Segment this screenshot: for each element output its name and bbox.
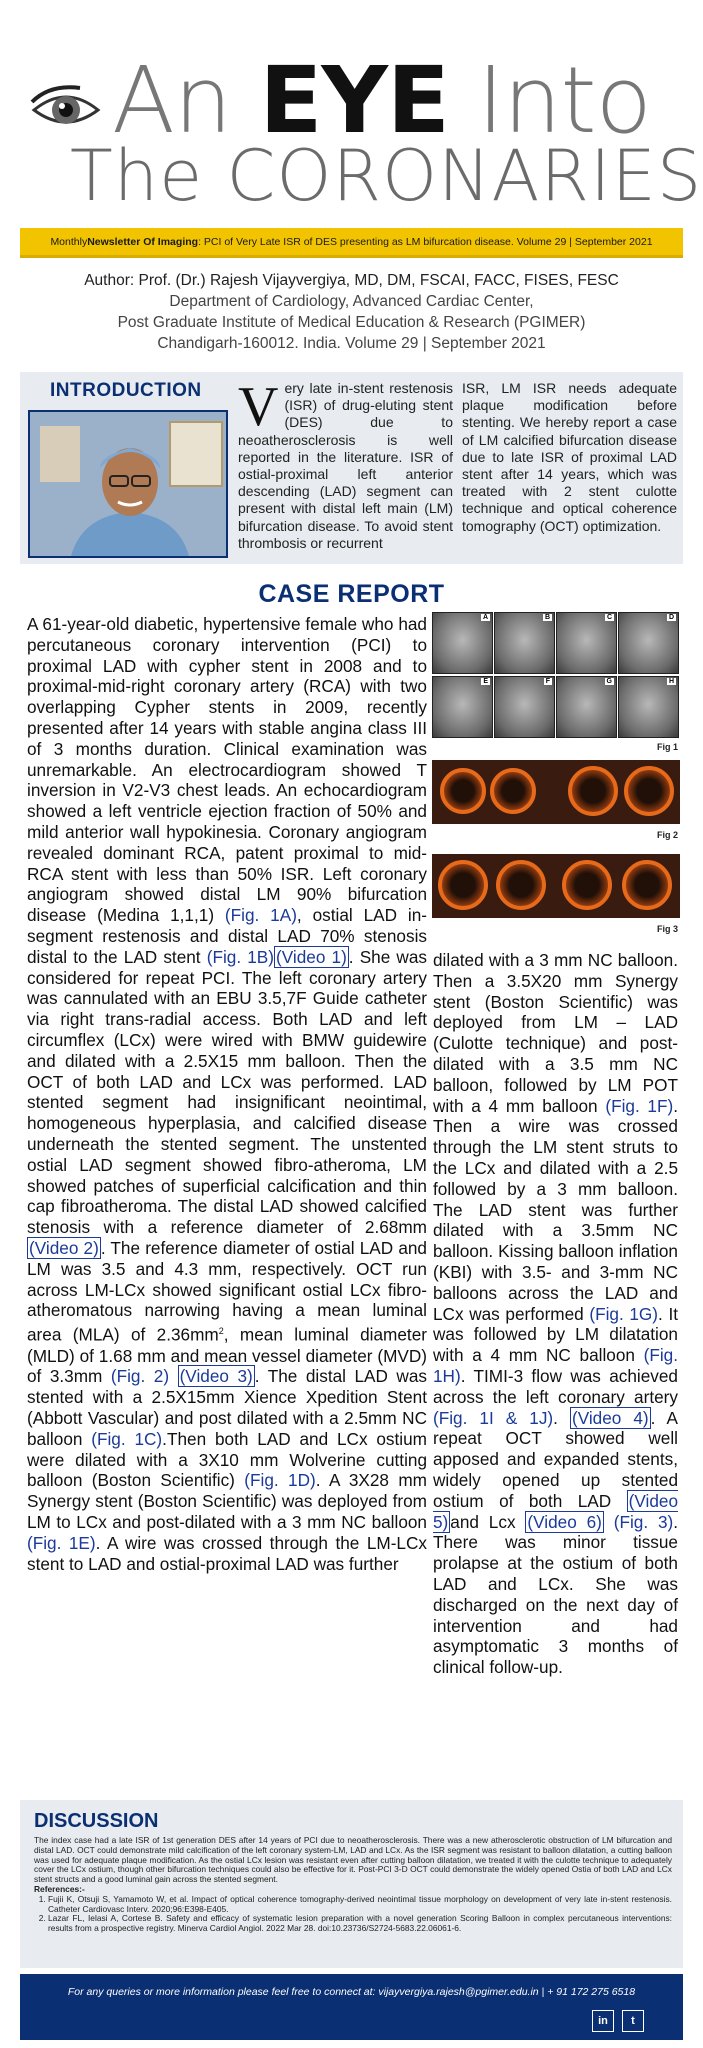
title-word-an: An bbox=[112, 47, 232, 154]
oct-frame bbox=[496, 860, 546, 910]
case-report-left-column bbox=[27, 614, 427, 1574]
panel-letter: B bbox=[544, 614, 550, 621]
references-list bbox=[34, 1895, 672, 1934]
case-text: . It was followed by LM dilatation with a 4 mm NC balloon bbox=[433, 1303, 678, 1366]
panel-letter: G bbox=[606, 678, 612, 685]
author-name: Prof. (Dr.) Rajesh Vijayvergiya, MD, DM, FSCAI, FACC, FISES, FESC bbox=[138, 272, 619, 289]
fig-1ij-link[interactable]: (Fig. 1I & 1J) bbox=[433, 1407, 554, 1428]
author-block bbox=[0, 270, 703, 354]
video-6-link[interactable]: (Video 6) bbox=[527, 1511, 602, 1532]
oct-frame bbox=[438, 860, 488, 910]
case-text: . A wire was crossed through the LM-LCx stent to LAD and ostial-proximal LAD was further bbox=[27, 1532, 427, 1574]
figure-1-label: Fig 1 bbox=[656, 742, 678, 752]
angiogram-panel bbox=[432, 612, 493, 674]
video-2-link[interactable]: (Video 2) bbox=[29, 1237, 99, 1258]
discussion-text: The index case had a late ISR of 1st generation DES after 14 years of PCI due to neoatherosclerosis. There was a new atherosclerotic obstruction of LM bifurcation and distal LAD. OCT could demonstrate mild calcification of the left coronary system-LM, LAD and LCx. As the ISR segment was resistant to balloon dilatation, a cutting balloon was used for adequate plaque modification. As the ostial LCx lesion was resistant even after cutting balloon dilatation, we treated it with the culotte technique to adequately cover the LCx ostium, though other bifurcation techniques could also be effective for it. Post-PCI 3-D OCT could demonstrate the widely opened Ostia of both LAD and LCx stent structs and a good luminal gain across the stented segment. bbox=[34, 1835, 672, 1885]
video-4-link[interactable]: (Video 4) bbox=[571, 1407, 649, 1428]
fig-1a-link[interactable]: (Fig. 1A) bbox=[224, 905, 297, 926]
case-text: .Then both LAD and LCx ostium were dilated with a 3X10 mm Wolverine cutting balloon (Boston Scientific) bbox=[27, 1428, 427, 1491]
panel-letter: A bbox=[482, 614, 488, 621]
fig-1b-link[interactable]: (Fig. 1B) bbox=[206, 946, 274, 967]
reference-item: 2. Lazar FL, Ielasi A, Cortese B. Safety and efficacy of systematic lesion preparation with a novel generation Scoring Balloon in complex percutaneous interventions: results from a prospective registry. Minerva Cardiol Angiol. 2022 Mar 28. doi:10.23736/S2724-5683.22.06061-6. bbox=[48, 1914, 672, 1934]
figure-2-label: Fig 2 bbox=[656, 830, 678, 840]
masthead bbox=[0, 0, 703, 225]
angiogram-panel bbox=[618, 612, 679, 674]
angiogram-panel bbox=[494, 676, 555, 738]
introduction-heading: INTRODUCTION bbox=[50, 380, 202, 401]
author-label: Author: bbox=[84, 272, 139, 289]
newsletter-title bbox=[112, 47, 651, 154]
case-text: . TIMI-3 flow was achieved across the left coronary artery bbox=[433, 1365, 678, 1407]
figure-1-angiograms bbox=[432, 612, 680, 740]
case-text: . bbox=[553, 1407, 570, 1428]
angiogram-panel bbox=[494, 612, 555, 674]
fig-3-link[interactable]: (Fig. 3) bbox=[613, 1511, 674, 1532]
fig-1f-link[interactable]: (Fig. 1F) bbox=[605, 1095, 674, 1116]
video-1-link[interactable]: (Video 1) bbox=[276, 946, 347, 967]
fig-1h-link[interactable]: (Fig. 1H) bbox=[433, 1345, 678, 1386]
contact-text: For any queries or more information please feel free to connect at: vijayvergiya.rajesh@pgimer.edu.in | + 91 172 275 6518 bbox=[67, 1986, 636, 1998]
reference-item: 1. Fujii K, Otsuji S, Yamamoto W, et al. Impact of optical coherence tomography-derived neointimal tissue morphology on development of very late in-stent restenosis. Catheter Cardiovasc Interv. 2020;96:E398-E405. bbox=[48, 1895, 672, 1915]
case-text: . A repeat OCT showed well apposed and expanded stents, widely opened up stented ostium of both LAD bbox=[433, 1407, 678, 1511]
case-text: . The distal LAD was stented with a 2.5X15mm Xience Xpedition Stent (Abbott Vascular) and post dilated with a 2.5mm NC balloon bbox=[27, 1366, 427, 1449]
angiogram-panel bbox=[432, 676, 493, 738]
intro-dropcap: V bbox=[238, 376, 279, 438]
author-department: Department of Cardiology, Advanced Cardiac Center, bbox=[169, 293, 534, 310]
oct-frame bbox=[568, 766, 618, 816]
fig-1g-link[interactable]: (Fig. 1G) bbox=[589, 1303, 659, 1324]
oct-frame bbox=[624, 766, 674, 816]
case-text: . A 3X28 mm Synergy stent (Boston Scientific) was deployed from LM to LCx and post-dilated with a 3 mm NC balloon bbox=[27, 1470, 427, 1532]
fig-1d-link[interactable]: (Fig. 1D) bbox=[244, 1470, 316, 1491]
introduction-column-2: ISR, LM ISR needs adequate plaque modification before stenting. We hereby report a case of LM calcified bifurcation disease due to late ISR of proximal LAD stent after 14 years, which was treated with 2 stent culotte technique and optical coherence tomography (OCT) optimization. bbox=[462, 380, 677, 534]
case-text: . There was minor tissue prolapse at the ostium of both LAD and LCx. She was discharged on the next day of intervention and had asymptomatic 3 months of clinical follow-up. bbox=[433, 1511, 679, 1678]
introduction-column-1 bbox=[238, 376, 453, 552]
banner-prefix: Monthly bbox=[50, 235, 88, 248]
linkedin-icon[interactable]: in bbox=[592, 2010, 614, 2032]
discussion-body bbox=[34, 1836, 672, 1934]
references-heading: References:- bbox=[34, 1883, 85, 1894]
issue-banner bbox=[20, 228, 683, 258]
author-portrait-image bbox=[30, 412, 228, 558]
intro-text-1: ery late in-stent restenosis (ISR) of drug-eluting stent (DES) due to neoatherosclerosis is well reported in the literature. ISR of ostial-proximal left anterior descending (LAD) segment can present with distal left main (LM) bifurcation disease. To avoid stent thrombosis or recurrent bbox=[238, 380, 453, 551]
case-text: A 61-year-old diabetic, hypertensive female who had percutaneous coronary intervention (PCI) to proximal LAD with cypher stent in 2008 and to proximal-mid-right coronary artery (RCA) with two overlapping Cypher stents in 2009, recently presented after 14 years with stable angina class III of 3 months duration. Clinical examination was unremarkable. An electrocardiogram showed T inversion in V2-V3 chest leads. An echocardiogram showed a left ventricle ejection fraction of 50% and mild anterior wall hypokinesia. Coronary angiogram revealed dominant RCA, patent proximal to mid-RCA stent with less than 50% ISR. Left coronary angiogram showed distal LM 90% bifurcation disease (Medina 1,1,1) bbox=[27, 614, 427, 926]
figure-3-oct bbox=[432, 854, 680, 918]
author-institute: Post Graduate Institute of Medical Education & Research (PGIMER) bbox=[117, 314, 586, 331]
superscript: 2 bbox=[218, 1326, 224, 1337]
case-text bbox=[604, 1512, 614, 1532]
angiogram-panel bbox=[618, 676, 679, 738]
angiogram-panel bbox=[556, 676, 617, 738]
author-name-line bbox=[0, 270, 703, 291]
oct-frame bbox=[622, 860, 672, 910]
video-5-link[interactable]: (Video 5) bbox=[433, 1490, 678, 1532]
panel-letter: D bbox=[668, 614, 674, 621]
title-word-eye: EYE bbox=[259, 47, 449, 154]
oct-frame bbox=[490, 768, 536, 814]
banner-rest: : PCI of Very Late ISR of DES presenting as LM bifurcation disease. Volume 29 | September 2021 bbox=[198, 235, 653, 248]
fig-2-link[interactable]: (Fig. 2) bbox=[110, 1366, 170, 1387]
banner-bold: Newsletter Of Imaging bbox=[87, 235, 199, 248]
panel-letter: H bbox=[668, 678, 674, 685]
panel-letter: F bbox=[545, 678, 550, 685]
panel-letter: C bbox=[606, 614, 612, 621]
contact-footer bbox=[20, 1974, 683, 2040]
video-3-link[interactable]: (Video 3) bbox=[179, 1366, 253, 1387]
discussion-heading: DISCUSSION bbox=[34, 1810, 159, 1832]
figure-2-oct bbox=[432, 760, 680, 824]
case-text: . She was considered for repeat PCI. The left coronary artery was cannulated with an EBU 3.5,7F Guide catheter via right trans-radial access. Both LAD and left circumflex (LCx) were wired with BMW guidewire and dilated with a 2.5X15 mm balloon. Then the OCT of both LAD and LCx was performed. LAD stented segment had insignificant neointimal, homogeneous hyperplasia, and calcified disease underneath the stented segment. The unstented ostial LAD segment showed fibro-atheroma, LM showed patches of superficial calcification and thin cap fibroatheroma. The distal LAD showed calcified stenosis with a reference diameter of 2.68mm bbox=[27, 946, 427, 1238]
panel-letter: E bbox=[483, 678, 488, 685]
case-text: dilated with a 3 mm NC balloon. Then a 3.5X20 mm Synergy stent (Boston Scientific) was deployed from LM – LAD (Culotte technique) and post-dilated with a 3.5 mm NC balloon, followed by LM POT with a 4 mm balloon bbox=[433, 950, 678, 1116]
newsletter-subtitle: The CORONARIES bbox=[70, 135, 703, 217]
fig-1c-link[interactable]: (Fig. 1C) bbox=[91, 1428, 163, 1449]
fig-1e-link[interactable]: (Fig. 1E) bbox=[27, 1532, 96, 1553]
oct-frame bbox=[562, 860, 612, 910]
introduction-section bbox=[20, 372, 683, 564]
title-word-into: Into bbox=[477, 47, 651, 154]
case-report-heading: CASE REPORT bbox=[258, 580, 445, 608]
angiogram-panel bbox=[556, 612, 617, 674]
figure-3-label: Fig 3 bbox=[656, 924, 678, 934]
case-text: , mean luminal diameter (MLD) of 1.68 mm and mean vessel diameter (MVD) of 3.3mm bbox=[27, 1324, 427, 1387]
case-text: , ostial LAD in-segment restenosis and distal LAD 70% stenosis distal to the LAD stent bbox=[27, 905, 427, 967]
author-photo bbox=[28, 410, 228, 558]
eye-logo-icon bbox=[30, 80, 102, 132]
case-text: . The reference diameter of ostial LAD and LM was 3.5 and 4.3 mm, respectively. OCT run across LM-LCx showed significant ostial LCx fibro-atheromatous narrowing having a mean luminal area (MLA) of 2.36mm bbox=[27, 1237, 427, 1345]
oct-frame bbox=[440, 768, 486, 814]
case-report-right-column bbox=[433, 950, 678, 1678]
case-text: and Lcx bbox=[450, 1511, 526, 1532]
case-text: . Then a wire was crossed through the LM stent struts to the LCx and dilated with a 2.5 followed by a 3 mm balloon. The LAD stent was further dilated with a 3.5mm NC balloon. Kissing balloon inflation (KBI) with 3.5- and 3-mm NC balloons across the LAD and LCx was performed bbox=[433, 1095, 678, 1324]
twitter-icon[interactable]: t bbox=[622, 2010, 644, 2032]
discussion-section bbox=[20, 1800, 683, 1968]
author-location: Chandigarh-160012. India. Volume 29 | September 2021 bbox=[157, 335, 546, 352]
